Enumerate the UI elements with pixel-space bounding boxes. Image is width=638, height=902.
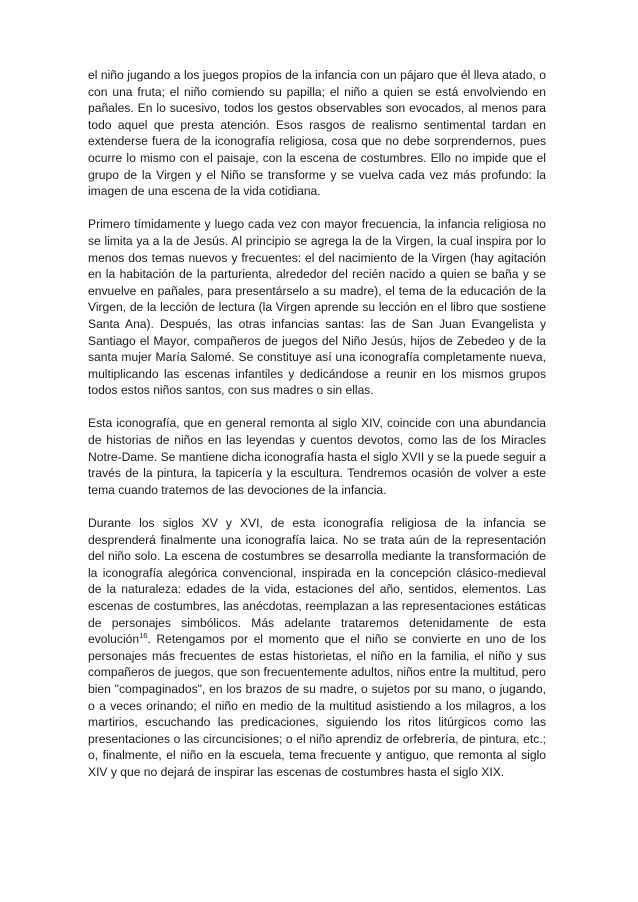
paragraph-3: Esta iconografía, que en general remonta al siglo XIV, coincide con una abundancia de historias de niños en las leyendas y cuentos devotos, como las de los Miracles Notre-Dame. Se mantiene dicha iconografía hasta el siglo XVII y se la puede seguir a través de la pintura, la tapicería y la escultura. Tendremos ocasión de volver a este tema cuando tratemos de las devociones de la infancia. [88, 416, 546, 497]
paragraph-2: Primero tímidamente y luego cada vez con mayor frecuencia, la infancia religiosa no se limita ya a la de Jesús. Al principio se agrega la de la Virgen, la cual inspira por lo menos dos temas nuevos y frecuentes: el del nacimiento de la Virgen (hay agitación en la habitación de la parturienta, alrededor del recién nacido a quien se baña y se envuelve en pañales, para presentárselo a su madre), el tema de la educación de la Virgen, de la lección de lectura (la Virgen aprende su lección en el libro que sostiene Santa Ana). Después, las otras infancias santas: las de San Juan Evangelista y Santiago el Mayor, compañeros de juegos del Niño Jesús, hijos de Zebedeo y de la santa mujer María Salomé. Se constituye así una iconografía completamente nueva, multiplicando las escenas infantiles y dedicándose a reunir en los mismos grupos todos estos niños santos, con sus madres o sin ellas. [88, 217, 546, 398]
footnote-reference: 16 [139, 631, 148, 641]
paragraph-4-text-before-note: Durante los siglos XV y XVI, de esta iconografía religiosa de la infancia se desprenderá finalmente una iconografía laica. No se trata aún de la representación del niño solo. La escena de costumbres se desarrolla mediante la transformación de la iconografía alegórica convencional, inspirada en la concepción clásico-medieval de la naturaleza: edades de la vida, estaciones del año, sentidos, elementos. Las escenas de costumbres, las anécdotas, reemplazan a las representaciones estáticas de personajes simbólicos. Más adelante trataremos detenidamente de esta evolución [88, 516, 546, 647]
paragraph-1: el niño jugando a los juegos propios de la infancia con un pájaro que él lleva atado, o con una fruta; el niño comiendo su papilla; el niño a quien se está envolviendo en pañales. En lo sucesivo, todos los gestos observables son evocados, al menos para todo aquel que presta atención. Esos rasgos de realismo sentimental tardan en extenderse fuera de la iconografía religiosa, cosa que no debe sorprendernos, pues ocurre lo mismo con el paisaje, con la escena de costumbres. Ello no impide que el grupo de la Virgen y el Niño se transforme y se vuelva cada vez más profundo: la imagen de una escena de la vida cotidiana. [88, 68, 546, 199]
paragraph-4-text-after-note: . Retengamos por el momento que el niño se convierte en uno de los personajes más frecuentes de estas historietas, el niño en la familia, el niño y sus compañeros de juegos, que son frecuentemente adultos, niños entre la multitud, pero bien "compaginados", en los brazos de su madre, o sujetos por su mano, o jugando, o a veces orinando; el niño en medio de la multitud asistiendo a los milagros, a los martirios, escuchando las predicaciones, siguiendo los ritos litúrgicos como las presentaciones o las circuncisiones; o el niño aprendiz de orfebrería, de pintura, etc.; o, finalmente, el niño en la escuela, tema frecuente y antiguo, que remonta al siglo XIV y que no dejará de inspirar las escenas de costumbres hasta el siglo XIX. [88, 632, 546, 779]
paragraph-4 [88, 515, 546, 781]
document-page [88, 67, 546, 781]
